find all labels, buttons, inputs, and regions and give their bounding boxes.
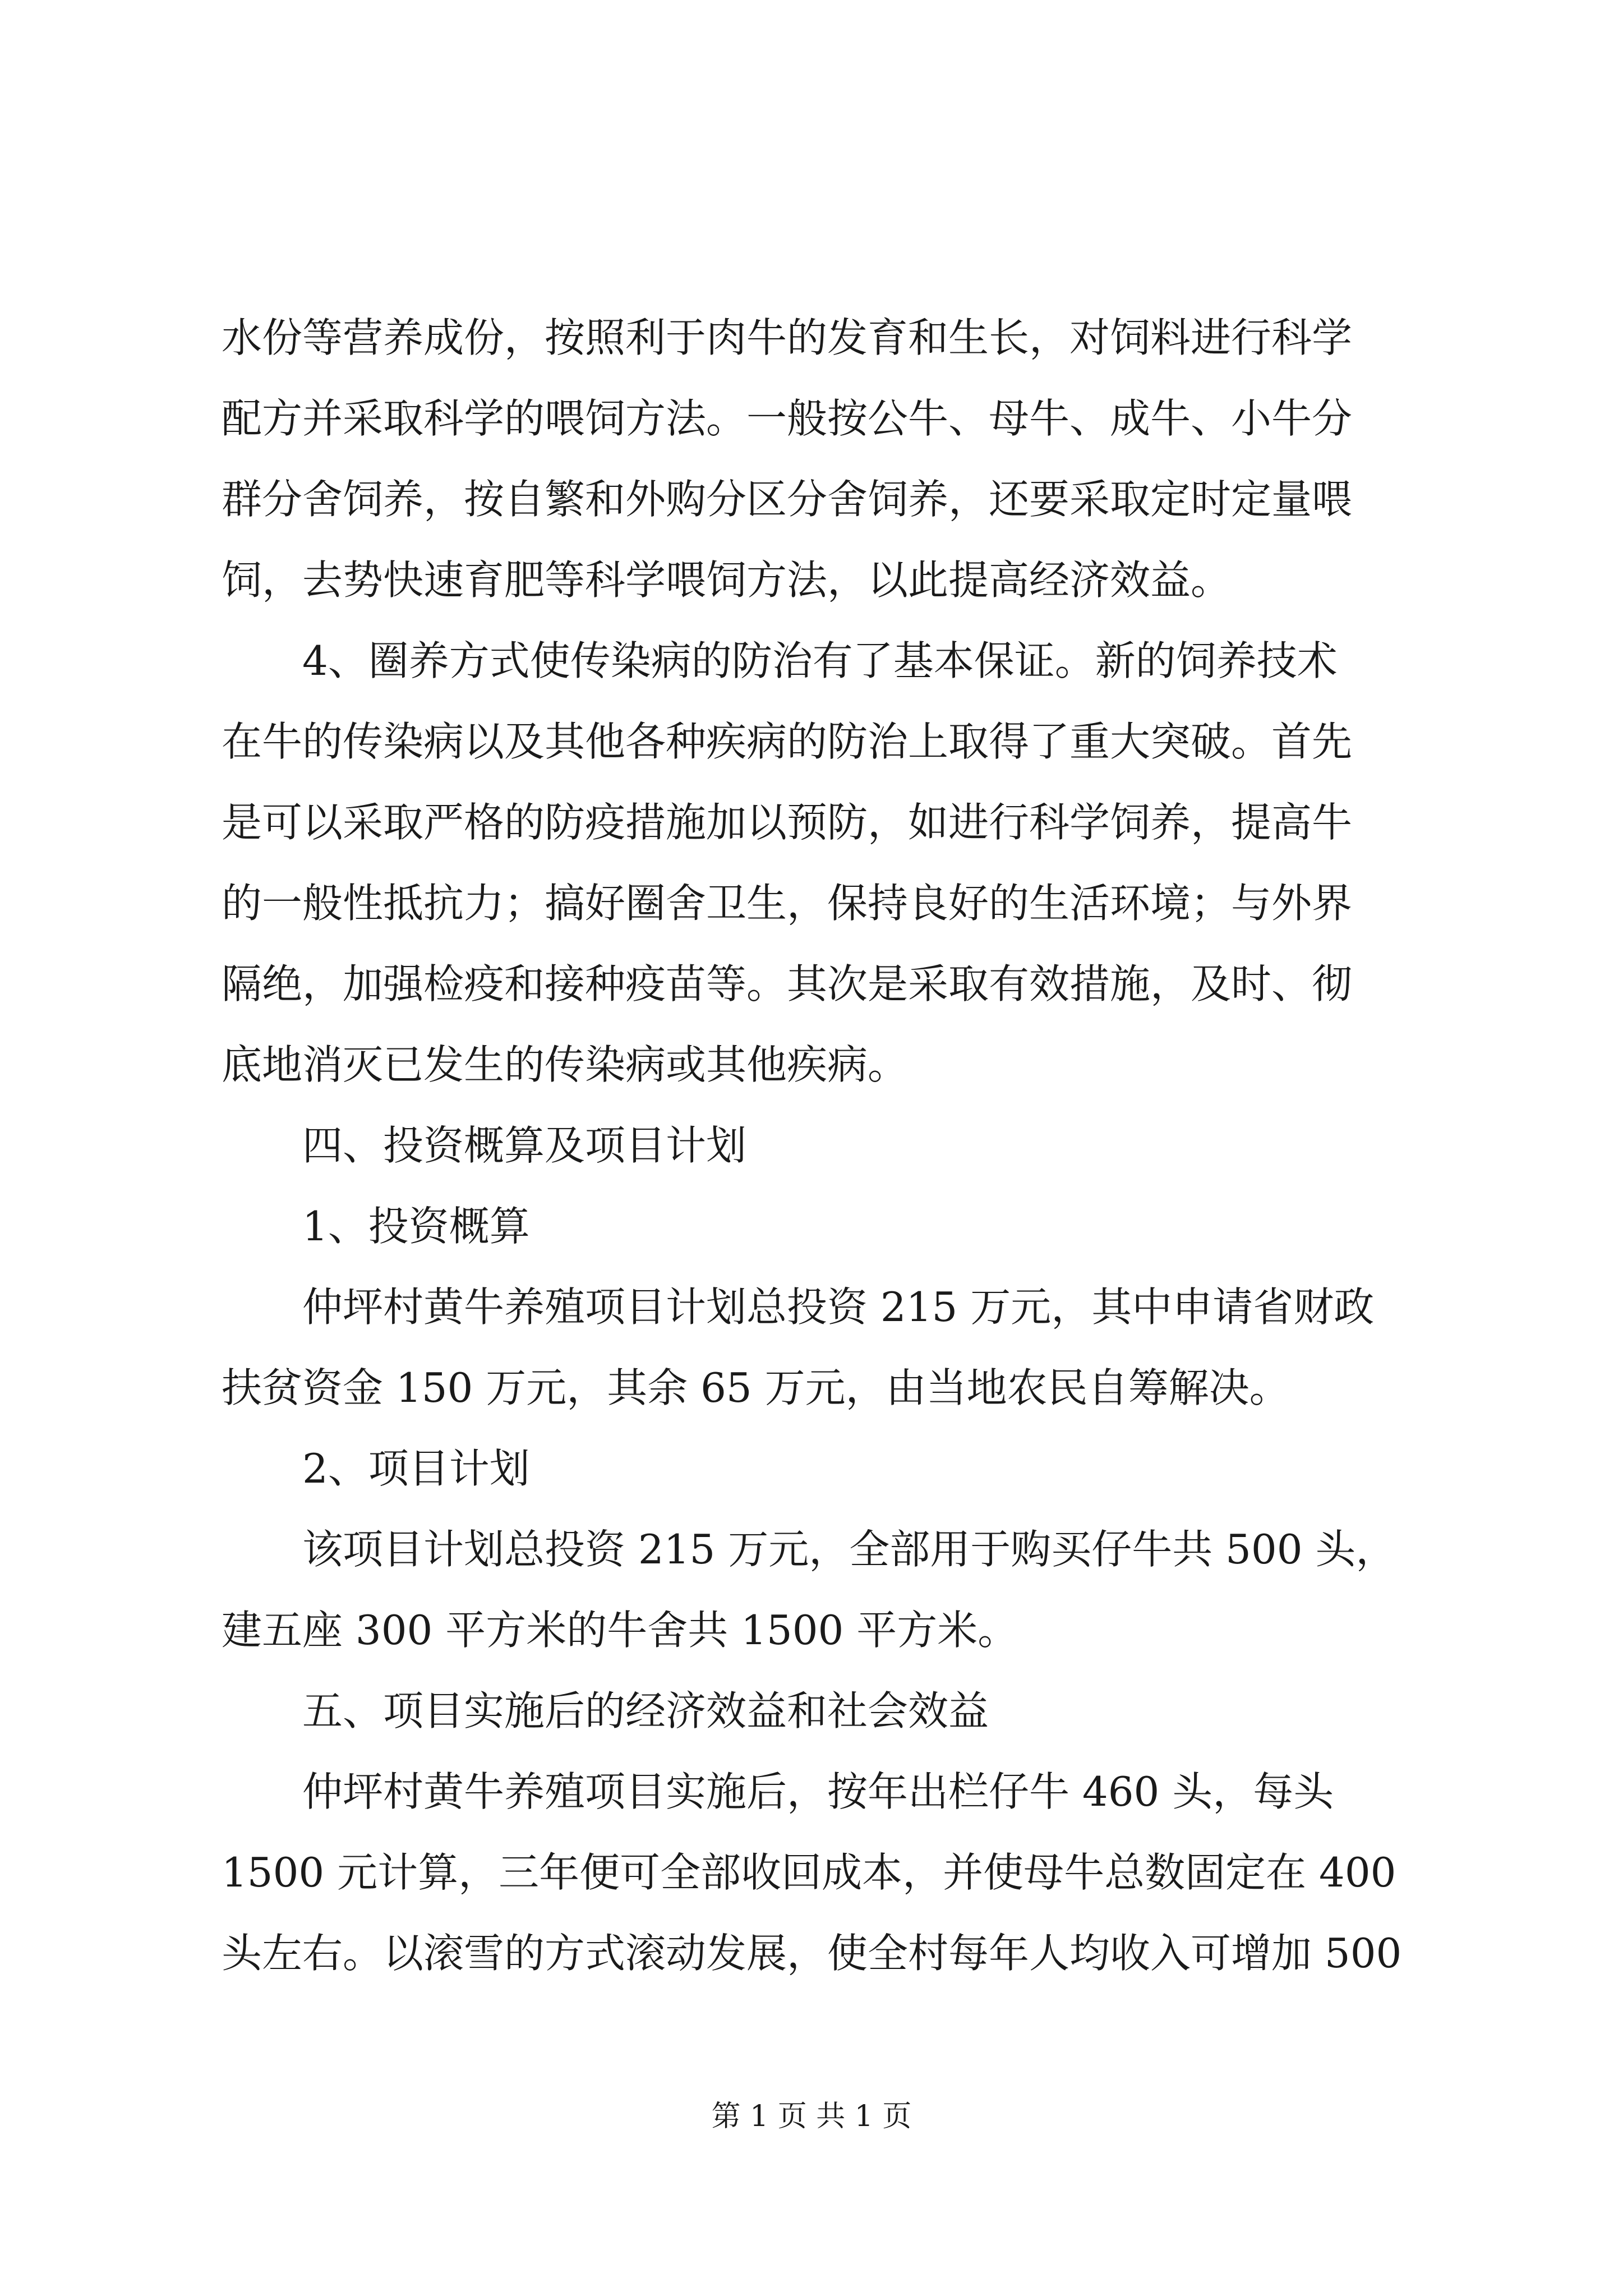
text-line: 群分舍饲养，按自繁和外购分区分舍饲养，还要采取定时定量喂 xyxy=(222,476,1353,523)
text-line: 是可以采取严格的防疫措施加以预防，如进行科学饲养，提高牛 xyxy=(222,799,1353,846)
text-line: 1500 元计算，三年便可全部收回成本，并使母牛总数固定在 400 xyxy=(222,1849,1396,1896)
text-line: 2、项目计划 xyxy=(302,1445,530,1492)
text-line: 头左右。以滚雪的方式滚动发展，使全村每年人均收入可增加 500 xyxy=(222,1930,1402,1977)
page-footer: 第 1 页 共 1 页 xyxy=(711,2100,912,2133)
text-line: 扶贫资金 150 万元，其余 65 万元，由当地农民自筹解决。 xyxy=(222,1364,1290,1411)
text-line: 水份等营养成份，按照利于肉牛的发育和生长，对饲料进行科学 xyxy=(222,314,1353,361)
text-line: 隔绝，加强检疫和接种疫苗等。其次是采取有效措施，及时、彻 xyxy=(222,960,1353,1007)
text-line: 仲坪村黄牛养殖项目实施后，按年出栏仔牛 460 头，每头 xyxy=(302,1768,1334,1815)
text-line: 4、圈养方式使传染病的防治有了基本保证。新的饲养技术 xyxy=(302,637,1338,684)
document-body xyxy=(222,297,1416,1994)
text-line: 建五座 300 平方米的牛舍共 1500 平方米。 xyxy=(222,1607,1018,1654)
text-line: 的一般性抵抗力；搞好圈舍卫生，保持良好的生活环境；与外界 xyxy=(222,880,1353,927)
text-line: 该项目计划总投资 215 万元，全部用于购买仔牛共 500 头， xyxy=(302,1526,1396,1573)
text-line: 仲坪村黄牛养殖项目计划总投资 215 万元，其中申请省财政 xyxy=(302,1283,1375,1331)
text-line: 底地消灭已发生的传染病或其他疾病。 xyxy=(222,1041,909,1088)
text-line: 在牛的传染病以及其他各种疾病的防治上取得了重大突破。首先 xyxy=(222,718,1353,765)
text-line: 四、投资概算及项目计划 xyxy=(302,1122,747,1169)
text-line: 配方并采取科学的喂饲方法。一般按公牛、母牛、成牛、小牛分 xyxy=(222,395,1353,442)
text-line: 1、投资概算 xyxy=(302,1203,530,1250)
text-line: 饲，去势快速育肥等科学喂饲方法，以此提高经济效益。 xyxy=(222,556,1232,604)
text-line: 五、项目实施后的经济效益和社会效益 xyxy=(302,1687,989,1734)
